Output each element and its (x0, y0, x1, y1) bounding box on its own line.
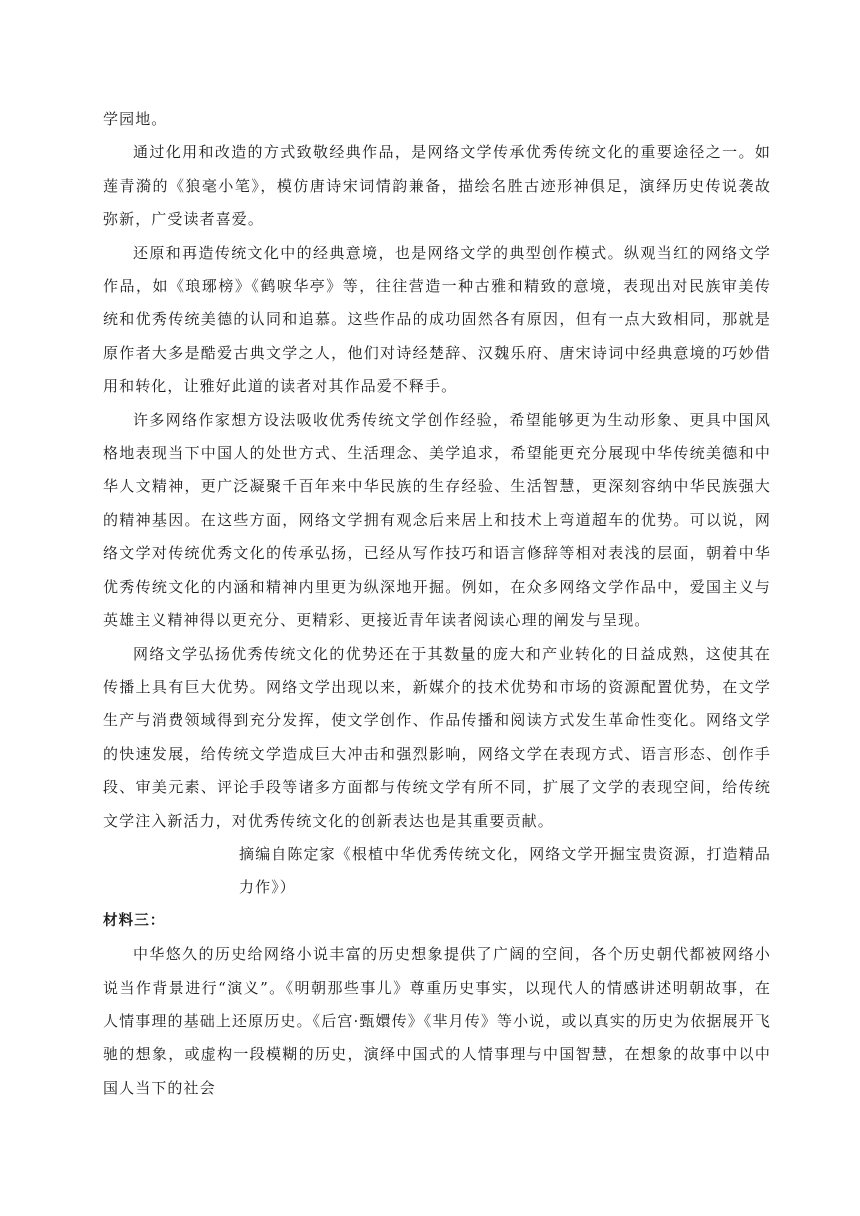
section-heading: 材料三： (103, 912, 166, 929)
paragraph-history-novels: 中华悠久的历史给网络小说丰富的历史想象提供了广阔的空间，各个历史朝代都被网络小说当作背景进行“演义”。《明朝那些事儿》尊重历史事实，以现代人的情感讲述明朝故事，在人情事理的基础上还原历史。《后宫·甄嬛传》《芈月传》等小说，或以真实的历史为依据展开飞驰的想象，或虚构一段模糊的历史，演绎中国式的人情事理与中国智慧，在想象的故事中以中国人当下的社会 (103, 945, 771, 1097)
paragraph-writers-absorb: 许多网络作家想方设法吸收优秀传统文学创作经验，希望能够更为生动形象、更具中国风格地表现当下中国人的处世方式、生活理念、美学追求，希望能更充分展现中华传统美德和中华人文精神，更广泛凝聚千百年来中华民族的生存经验、生活智慧，更深刻容纳中华民族强大的精神基因。在这些方面，网络文学拥有观念后来居上和技术上弯道超车的优势。可以说，网络文学对传统优秀文化的传承弘扬，已经从写作技巧和语言修辞等相对表浅的层面，朝着中华优秀传统文化的内涵和精神内里更为纵深地开掘。例如，在众多网络文学作品中，爱国主义与英雄主义精神得以更充分、更精彩、更接近青年读者阅读心理的阐发与呈现。 (103, 410, 771, 630)
paragraph-classic-imagery: 还原和再造传统文化中的经典意境，也是网络文学的典型创作模式。纵观当红的网络文学作品，如《琅琊榜》《鹤唳华亭》等，往往营造一种古雅和精致的意境，表现出对民族审美传统和优秀传统美德的认同和追慕。这些作品的成功固然各有原因，但有一点大致相同，那就是原作者大多是酷爱古典文学之人，他们对诗经楚辞、汉魏乐府、唐宋诗词中经典意境的巧妙借用和转化，让雅好此道的读者对其作品爱不释手。 (103, 243, 771, 396)
source-citation: 摘编自陈定家《根植中华优秀传统文化，网络文学开掘宝贵资源，打造精品力作》） (239, 844, 771, 897)
paragraph-classic-tribute: 通过化用和改造的方式致敬经典作品，是网络文学传承优秀传统文化的重要途径之一。如莲青漪的《狼毫小笔》，模仿唐诗宋词情韵兼备，描绘名胜古迹形神俱足，演绎历史传说袭故弥新，广受读者喜爱。 (103, 143, 771, 229)
paragraph-advantages: 网络文学弘扬优秀传统文化的优势还在于其数量的庞大和产业转化的日益成熟，这使其在传播上具有巨大优势。网络文学出现以来，新媒介的技术优势和市场的资源配置优势，在文学生产与消费领域得到充分发挥，使文学创作、作品传播和阅读方式发生革命性变化。网络文学的快速发展，给传统文学造成巨大冲击和强烈影响，网络文学在表现方式、语言形态、创作手段、审美元素、评论手段等诸多方面都与传统文学有所不同，扩展了文学的表现空间，给传统文学注入新活力，对优秀传统文化的创新表达也是其重要贡献。 (103, 644, 771, 830)
paragraph-continuation: 学园地。 (103, 110, 168, 128)
document-page (103, 103, 771, 1105)
